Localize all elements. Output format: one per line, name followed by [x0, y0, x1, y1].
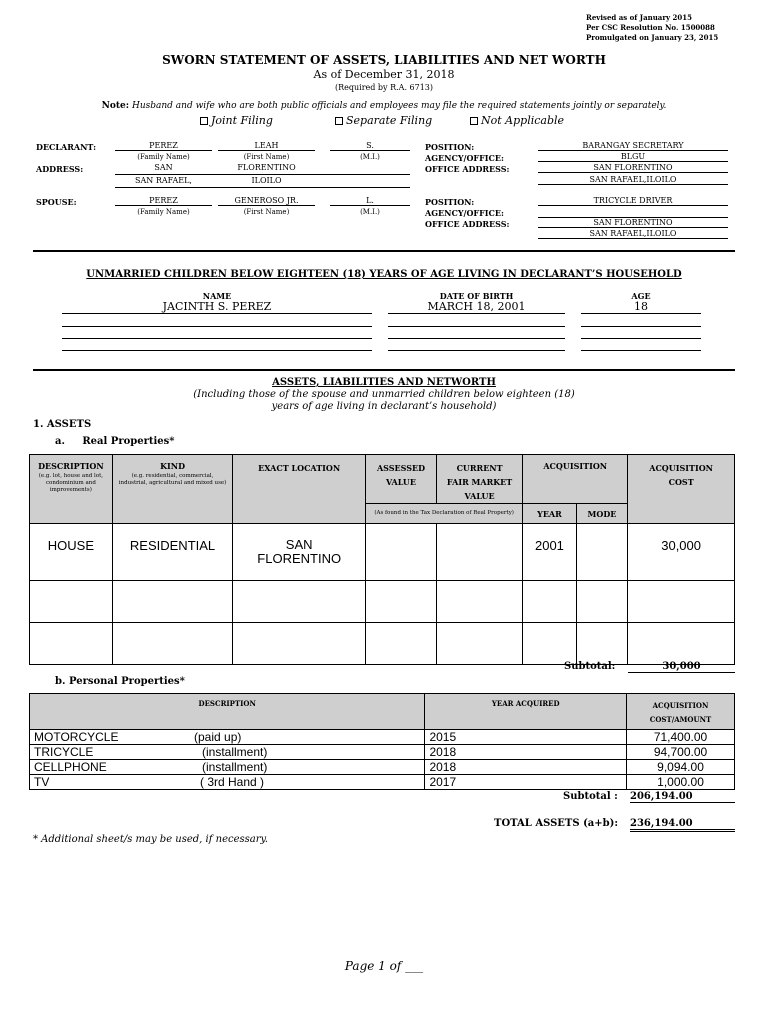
real-subtotal-label: Subtotal: — [564, 661, 616, 672]
spouse-position-label: POSITION: — [425, 197, 475, 207]
real-header-mode: MODE — [576, 504, 628, 524]
table-row: MOTORCYCLE (paid up) 2015 71,400.00 — [30, 730, 735, 745]
child-age: 18 — [581, 300, 701, 314]
child-dob: MARCH 18, 2001 — [388, 300, 565, 314]
aln-subheading-2: years of age living in declarant’s household) — [271, 401, 497, 412]
personal-subtotal-value: 206,194.00 — [630, 791, 735, 803]
declarant-first-name: LEAH — [218, 141, 315, 151]
real-header-year: YEAR — [523, 504, 576, 524]
declarant-agency: BLGU — [538, 152, 728, 162]
table-row — [30, 623, 735, 665]
section-divider-2 — [33, 369, 735, 371]
spouse-office-line2: SAN RAFAEL,ILOILO — [538, 229, 728, 239]
table-row: CELLPHONE (installment) 2018 9,094.00 — [30, 760, 735, 775]
real-header-kind: KIND (e.g. residential, commercial, industrial, agricultural and mixed use) — [112, 455, 232, 524]
children-heading: UNMARRIED CHILDREN BELOW EIGHTEEN (18) YEARS OF AGE LIVING IN DECLARANT’S HOUSEHOLD — [86, 269, 682, 280]
real-header-fmv: CURRENT FAIR MARKET VALUE — [436, 455, 522, 504]
personal-properties-table — [29, 693, 735, 790]
declarant-label: DECLARANT: — [36, 142, 97, 152]
declarant-office-line2: SAN RAFAEL,ILOILO — [538, 175, 728, 185]
as-of-date: As of December 31, 2018 — [313, 68, 455, 81]
child-name: JACINTH S. PEREZ — [62, 300, 372, 314]
spouse-family-caption: (Family Name) — [137, 208, 190, 216]
declarant-agency-label: AGENCY/OFFICE: — [425, 153, 504, 163]
address-line2-b: ILOILO — [251, 176, 282, 185]
declarant-mi: S. — [330, 141, 410, 151]
address-line1-a: SAN — [154, 163, 173, 172]
spouse-first-name: GENEROSO JR. — [218, 196, 315, 206]
real-properties-label: a. Real Properties* — [55, 436, 175, 447]
personal-header-description: DESCRIPTION — [30, 694, 425, 730]
section-divider — [33, 250, 735, 252]
declarant-mi-caption: (M.I.) — [360, 153, 380, 161]
children-col-age: AGE — [631, 291, 651, 301]
resolution-line: Per CSC Resolution No. 1500088 — [586, 23, 715, 32]
declarant-position: BARANGAY SECRETARY — [538, 141, 728, 151]
spouse-mi: L. — [330, 196, 410, 206]
total-assets-label: TOTAL ASSETS (a+b): — [494, 818, 619, 829]
address-line2-a: SAN RAFAEL, — [135, 176, 192, 185]
filing-note — [0, 101, 768, 111]
spouse-position: TRICYCLE DRIVER — [538, 196, 728, 206]
required-by: (Required by R.A. 6713) — [334, 83, 434, 92]
table-row — [30, 581, 735, 623]
aln-heading: ASSETS, LIABILITIES AND NETWORTH — [272, 377, 496, 388]
form-title: SWORN STATEMENT OF ASSETS, LIABILITIES AND NET WORTH — [162, 53, 606, 67]
declarant-first-caption: (First Name) — [243, 153, 290, 161]
address-label: ADDRESS: — [36, 164, 84, 174]
spouse-agency — [538, 207, 728, 218]
real-properties-table — [29, 454, 735, 665]
table-row: TRICYCLE (installment) 2018 94,700.00 — [30, 745, 735, 760]
personal-properties-label: b. Personal Properties* — [55, 676, 185, 687]
real-header-acquisition: ACQUISITION — [523, 455, 628, 504]
not-applicable-checkbox[interactable] — [470, 117, 478, 125]
personal-subtotal-label: Subtotal : — [563, 791, 618, 802]
spouse-first-caption: (First Name) — [243, 208, 290, 216]
declarant-position-label: POSITION: — [425, 142, 475, 152]
declarant-family-name: PEREZ — [115, 141, 212, 151]
not-applicable-option[interactable] — [470, 114, 564, 127]
separate-filing-label: Separate Filing — [346, 114, 433, 127]
joint-filing-label: Joint Filing — [211, 114, 273, 127]
joint-filing-checkbox[interactable] — [200, 117, 208, 125]
spouse-office-label: OFFICE ADDRESS: — [425, 219, 510, 229]
declarant-office-label: OFFICE ADDRESS: — [425, 164, 510, 174]
real-header-location: EXACT LOCATION — [233, 455, 366, 524]
page-number: Page 1 of ___ — [344, 959, 424, 973]
promulgated-line: Promulgated on January 23, 2015 — [586, 33, 719, 42]
separate-filing-checkbox[interactable] — [335, 117, 343, 125]
not-applicable-label: Not Applicable — [481, 114, 565, 127]
address-line1-b: FLORENTINO — [237, 163, 296, 172]
aln-subheading-1: (Including those of the spouse and unmarried children below eighteen (18) — [193, 389, 575, 400]
declarant-family-caption: (Family Name) — [137, 153, 190, 161]
joint-filing-option[interactable] — [200, 114, 273, 127]
personal-header-cost: ACQUISITION COST/AMOUNT — [627, 694, 735, 730]
spouse-mi-caption: (M.I.) — [360, 208, 380, 216]
table-row: HOUSE RESIDENTIAL SAN FLORENTINO 2001 30,000 — [30, 524, 735, 581]
declarant-office-line1: SAN FLORENTINO — [538, 163, 728, 173]
spouse-agency-label: AGENCY/OFFICE: — [425, 208, 504, 218]
additional-sheets-note: * Additional sheet/s may be used, if necessary. — [33, 834, 269, 845]
personal-header-year: YEAR ACQUIRED — [425, 694, 627, 730]
children-col-name: NAME — [202, 291, 232, 301]
total-assets-value: 236,194.00 — [630, 818, 735, 832]
note-label: Note: — [101, 101, 130, 111]
assets-label: 1. ASSETS — [33, 419, 92, 430]
separate-filing-option[interactable] — [335, 114, 432, 127]
note-text: Husband and wife who are both public officials and employees may file the required statements jointly or separately. — [129, 101, 667, 111]
children-col-dob: DATE OF BIRTH — [439, 291, 514, 301]
spouse-family-name: PEREZ — [115, 196, 212, 206]
revision-block — [586, 13, 718, 43]
real-header-assessed: ASSESSED VALUE — [366, 455, 437, 504]
table-row: TV ( 3rd Hand ) 2017 1,000.00 — [30, 775, 735, 790]
spouse-office-line1: SAN FLORENTINO — [538, 218, 728, 228]
real-subtotal-value: 30,000 — [628, 661, 735, 673]
revision-line: Revised as of January 2015 — [586, 13, 692, 22]
real-header-tax-note: (As found in the Tax Declaration of Real Property) — [366, 504, 523, 524]
spouse-label: SPOUSE: — [36, 197, 77, 207]
real-header-description: DESCRIPTION (e.g. lot, house and lot, condominium and improvements) — [30, 455, 113, 524]
real-header-cost: ACQUISITION COST — [628, 455, 735, 524]
